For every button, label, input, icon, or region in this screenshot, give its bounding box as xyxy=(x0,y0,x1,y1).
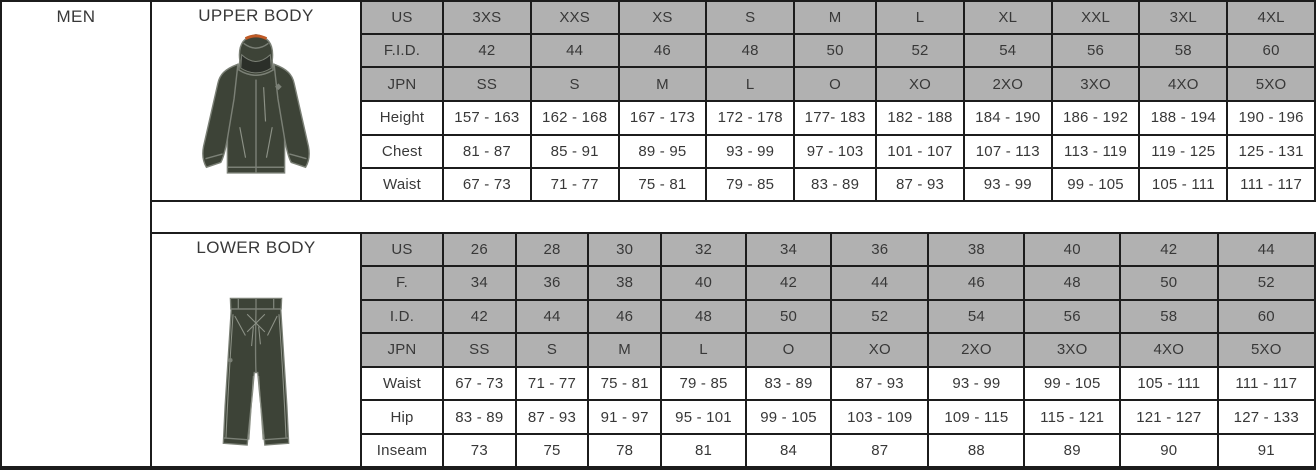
size-value-cell: 89 xyxy=(1024,434,1120,466)
size-value-cell: 42 xyxy=(443,34,531,68)
size-value-cell: 44 xyxy=(831,266,928,300)
size-value-cell: 36 xyxy=(516,266,589,300)
size-value-cell: XL xyxy=(964,2,1052,34)
table-row xyxy=(362,34,1315,68)
size-value-cell: 54 xyxy=(964,34,1052,68)
table-row xyxy=(362,67,1315,101)
size-value-cell: M xyxy=(588,333,661,367)
size-value-cell: 3XS xyxy=(443,2,531,34)
size-value-cell: 97 - 103 xyxy=(794,135,876,169)
size-value-cell: 50 xyxy=(794,34,876,68)
size-value-cell: S xyxy=(531,67,619,101)
size-value-cell: 2XO xyxy=(964,67,1052,101)
size-value-cell: 4XL xyxy=(1227,2,1315,34)
row-label-us: US xyxy=(362,2,443,34)
size-value-cell: 83 - 89 xyxy=(794,168,876,200)
size-value-cell: O xyxy=(794,67,876,101)
size-value-cell: 87 - 93 xyxy=(831,367,928,401)
size-value-cell: 103 - 109 xyxy=(831,400,928,434)
size-value-cell: 52 xyxy=(1218,266,1315,300)
size-value-cell: 87 - 93 xyxy=(876,168,964,200)
size-value-cell: 44 xyxy=(531,34,619,68)
size-value-cell: 42 xyxy=(746,266,831,300)
size-value-cell: 90 xyxy=(1120,434,1217,466)
table-row xyxy=(362,234,1315,266)
size-value-cell: 188 - 194 xyxy=(1139,101,1227,135)
row-label-us: US xyxy=(362,234,443,266)
size-value-cell: 182 - 188 xyxy=(876,101,964,135)
size-value-cell: 88 xyxy=(928,434,1024,466)
table-row xyxy=(362,2,1315,34)
size-value-cell: 56 xyxy=(1024,300,1120,334)
size-value-cell: 84 xyxy=(746,434,831,466)
size-value-cell: SS xyxy=(443,333,516,367)
table-row xyxy=(362,333,1315,367)
size-value-cell: 34 xyxy=(746,234,831,266)
size-value-cell: 79 - 85 xyxy=(706,168,794,200)
size-value-cell: 3XO xyxy=(1052,67,1140,101)
size-value-cell: 111 - 117 xyxy=(1218,367,1315,401)
size-value-cell: 50 xyxy=(1120,266,1217,300)
row-label-inseam: Inseam xyxy=(362,434,443,466)
size-value-cell: 38 xyxy=(928,234,1024,266)
table-row xyxy=(362,101,1315,135)
size-value-cell: 48 xyxy=(706,34,794,68)
row-label-jpn: JPN xyxy=(362,333,443,367)
row-label-waist: Waist xyxy=(362,367,443,401)
size-value-cell: S xyxy=(706,2,794,34)
row-label-hip: Hip xyxy=(362,400,443,434)
size-value-cell: 93 - 99 xyxy=(706,135,794,169)
size-value-cell: 93 - 99 xyxy=(964,168,1052,200)
size-value-cell: 5XO xyxy=(1218,333,1315,367)
size-value-cell: 186 - 192 xyxy=(1052,101,1140,135)
size-value-cell: 71 - 77 xyxy=(531,168,619,200)
size-value-cell: 34 xyxy=(443,266,516,300)
size-value-cell: L xyxy=(661,333,746,367)
size-value-cell: 42 xyxy=(443,300,516,334)
upper-body-table xyxy=(362,2,1316,200)
size-value-cell: 162 - 168 xyxy=(531,101,619,135)
size-value-cell: 157 - 163 xyxy=(443,101,531,135)
size-value-cell: 60 xyxy=(1227,34,1315,68)
size-value-cell: 42 xyxy=(1120,234,1217,266)
size-value-cell: 3XO xyxy=(1024,333,1120,367)
table-row xyxy=(362,266,1315,300)
upper-body-cell xyxy=(152,2,362,200)
size-value-cell: 38 xyxy=(588,266,661,300)
size-value-cell: 83 - 89 xyxy=(443,400,516,434)
men-column xyxy=(2,2,152,466)
size-value-cell: 115 - 121 xyxy=(1024,400,1120,434)
size-value-cell: 111 - 117 xyxy=(1227,168,1315,200)
size-value-cell: 52 xyxy=(876,34,964,68)
size-value-cell: 32 xyxy=(661,234,746,266)
size-value-cell: 105 - 111 xyxy=(1139,168,1227,200)
men-label: MEN xyxy=(56,7,96,26)
size-value-cell: 78 xyxy=(588,434,661,466)
size-value-cell: 167 - 173 xyxy=(619,101,707,135)
chart-body xyxy=(152,2,1316,466)
size-value-cell: 4XO xyxy=(1120,333,1217,367)
pants-icon xyxy=(203,290,309,456)
size-value-cell: O xyxy=(746,333,831,367)
size-value-cell: 48 xyxy=(1024,266,1120,300)
lower-body-section xyxy=(152,234,1316,466)
table-row xyxy=(362,135,1315,169)
size-value-cell: 44 xyxy=(1218,234,1315,266)
size-value-cell: 46 xyxy=(619,34,707,68)
size-value-cell: 107 - 113 xyxy=(964,135,1052,169)
size-value-cell: 184 - 190 xyxy=(964,101,1052,135)
size-value-cell: 190 - 196 xyxy=(1227,101,1315,135)
size-value-cell: 121 - 127 xyxy=(1120,400,1217,434)
size-value-cell: 91 xyxy=(1218,434,1315,466)
size-value-cell: 81 - 87 xyxy=(443,135,531,169)
size-value-cell: 44 xyxy=(516,300,589,334)
size-value-cell: XXS xyxy=(531,2,619,34)
size-value-cell: XXL xyxy=(1052,2,1140,34)
upper-body-section xyxy=(152,2,1316,200)
size-value-cell: 127 - 133 xyxy=(1218,400,1315,434)
size-value-cell: 5XO xyxy=(1227,67,1315,101)
size-value-cell: 73 xyxy=(443,434,516,466)
row-label-height: Height xyxy=(362,101,443,135)
size-value-cell: 26 xyxy=(443,234,516,266)
size-value-cell: 119 - 125 xyxy=(1139,135,1227,169)
jacket-icon xyxy=(183,30,329,192)
size-value-cell: 28 xyxy=(516,234,589,266)
size-value-cell: 79 - 85 xyxy=(661,367,746,401)
size-value-cell: 36 xyxy=(831,234,928,266)
size-value-cell: 30 xyxy=(588,234,661,266)
size-value-cell: 4XO xyxy=(1139,67,1227,101)
size-value-cell: 48 xyxy=(661,300,746,334)
size-value-cell: 177- 183 xyxy=(794,101,876,135)
row-label-id: I.D. xyxy=(362,300,443,334)
size-value-cell: 71 - 77 xyxy=(516,367,589,401)
size-value-cell: 101 - 107 xyxy=(876,135,964,169)
size-value-cell: 40 xyxy=(1024,234,1120,266)
size-value-cell: 40 xyxy=(661,266,746,300)
size-value-cell: 83 - 89 xyxy=(746,367,831,401)
size-value-cell: L xyxy=(706,67,794,101)
size-value-cell: 89 - 95 xyxy=(619,135,707,169)
size-value-cell: XO xyxy=(876,67,964,101)
table-row xyxy=(362,168,1315,200)
size-value-cell: 125 - 131 xyxy=(1227,135,1315,169)
size-value-cell: 99 - 105 xyxy=(1052,168,1140,200)
size-value-cell: 75 xyxy=(516,434,589,466)
size-value-cell: SS xyxy=(443,67,531,101)
size-value-cell: 3XL xyxy=(1139,2,1227,34)
size-value-cell: XS xyxy=(619,2,707,34)
row-label-waist: Waist xyxy=(362,168,443,200)
size-value-cell: 60 xyxy=(1218,300,1315,334)
size-value-cell: 2XO xyxy=(928,333,1024,367)
row-label-chest: Chest xyxy=(362,135,443,169)
size-value-cell: M xyxy=(794,2,876,34)
size-value-cell: S xyxy=(516,333,589,367)
size-value-cell: 67 - 73 xyxy=(443,168,531,200)
size-value-cell: 109 - 115 xyxy=(928,400,1024,434)
size-value-cell: 87 - 93 xyxy=(516,400,589,434)
size-value-cell: 105 - 111 xyxy=(1120,367,1217,401)
size-value-cell: 93 - 99 xyxy=(928,367,1024,401)
size-value-cell: 67 - 73 xyxy=(443,367,516,401)
lower-body-table xyxy=(362,234,1316,466)
size-value-cell: 54 xyxy=(928,300,1024,334)
table-row xyxy=(362,434,1315,466)
size-value-cell: 50 xyxy=(746,300,831,334)
size-value-cell: 95 - 101 xyxy=(661,400,746,434)
size-value-cell: 87 xyxy=(831,434,928,466)
table-gap xyxy=(152,200,1316,234)
size-value-cell: 75 - 81 xyxy=(588,367,661,401)
size-value-cell: M xyxy=(619,67,707,101)
size-value-cell: XO xyxy=(831,333,928,367)
size-value-cell: 172 - 178 xyxy=(706,101,794,135)
row-label-fid: F.I.D. xyxy=(362,34,443,68)
row-label-jpn: JPN xyxy=(362,67,443,101)
table-row xyxy=(362,367,1315,401)
table-row xyxy=(362,400,1315,434)
size-value-cell: 81 xyxy=(661,434,746,466)
size-value-cell: L xyxy=(876,2,964,34)
size-value-cell: 46 xyxy=(928,266,1024,300)
size-value-cell: 85 - 91 xyxy=(531,135,619,169)
lower-body-title: LOWER BODY xyxy=(196,238,316,257)
size-value-cell: 91 - 97 xyxy=(588,400,661,434)
upper-body-title: UPPER BODY xyxy=(198,6,314,25)
size-value-cell: 99 - 105 xyxy=(746,400,831,434)
size-value-cell: 99 - 105 xyxy=(1024,367,1120,401)
size-value-cell: 52 xyxy=(831,300,928,334)
size-value-cell: 58 xyxy=(1120,300,1217,334)
size-value-cell: 56 xyxy=(1052,34,1140,68)
size-value-cell: 46 xyxy=(588,300,661,334)
size-value-cell: 75 - 81 xyxy=(619,168,707,200)
row-label-f: F. xyxy=(362,266,443,300)
table-row xyxy=(362,300,1315,334)
lower-body-cell xyxy=(152,234,362,466)
size-value-cell: 113 - 119 xyxy=(1052,135,1140,169)
size-value-cell: 58 xyxy=(1139,34,1227,68)
